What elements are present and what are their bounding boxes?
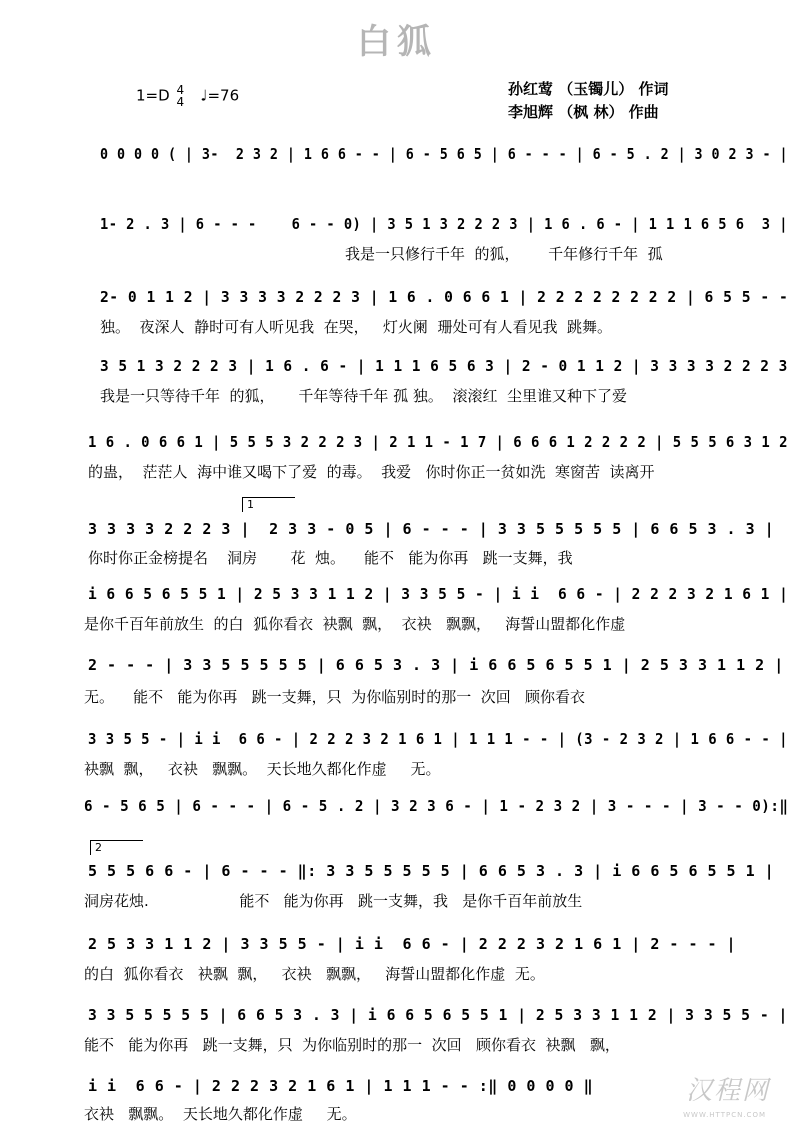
lyrics: 的蛊， 茫茫人 海中谁又喝下了爱 的毒。 我爱 你时你正一贫如洗 寒窗苦 读离开 bbox=[88, 463, 655, 481]
tempo-mark: ♩=76 bbox=[200, 86, 240, 105]
second-ending-label: 2 bbox=[95, 841, 102, 854]
lyrics: 是你千百年前放生 的白 狐你看衣 袂飘 飘， 衣袂 飘飘， 海誓山盟都化作虚 bbox=[84, 615, 626, 633]
key-signature bbox=[136, 84, 239, 108]
notation: 1- 2 . 3 | 6 - - - 6 - - 0) | 3 5 1 3 2 2 2 3 | 1 6 . 6 - | 1 1 1 6 5 6 3 | bbox=[100, 215, 788, 233]
notation: i i 6 6 - | 2 2 2 3 2 1 6 1 | 1 1 1 - - :‖ 0 0 0 0 ‖ bbox=[88, 1077, 594, 1095]
notation: 5 5 5 6 6 - | 6 - - - ‖: 3 3 5 5 5 5 5 | 6 6 5 3 . 3 | i 6 6 5 6 5 5 1 | bbox=[88, 862, 775, 880]
notation: 6 - 5 6 5 | 6 - - - | 6 - 5 . 2 | 3 2 3 6 - | 1 - 2 3 2 | 3 - - - | 3 - - 0):‖ bbox=[84, 797, 789, 815]
notation: 3 3 3 3 2 2 2 3 | 2 3 3 - 0 5 | 6 - - - | 3 3 5 5 5 5 5 | 6 6 5 3 . 3 | bbox=[88, 520, 775, 538]
lyrics: 无。 能不 能为你再 跳一支舞，只 为你临别时的那一 次回 顾你看衣 bbox=[84, 688, 586, 706]
time-signature bbox=[176, 84, 184, 108]
song-title: 白狐 bbox=[357, 22, 437, 62]
watermark-logo: 汉程网 bbox=[685, 1076, 770, 1106]
time-bottom: 4 bbox=[176, 95, 185, 109]
composer-credit: 李旭辉 （枫 林） 作曲 bbox=[508, 103, 659, 121]
time-top: 4 bbox=[176, 83, 185, 97]
lyrics: 洞房花烛. 能不 能为你再 跳一支舞，我 是你千百年前放生 bbox=[84, 892, 583, 910]
lyrics: 的白 狐你看衣 袂飘 飘， 衣袂 飘飘， 海誓山盟都化作虚 无。 bbox=[84, 965, 545, 983]
lyrics: 你时你正金榜提名 洞房 花 烛。 能不 能为你再 跳一支舞，我 bbox=[88, 549, 573, 567]
lyrics: 能不 能为你再 跳一支舞，只 为你临别时的那一 次回 顾你看衣 袂飘 飘， bbox=[84, 1036, 620, 1054]
first-ending-bracket bbox=[242, 497, 295, 512]
notation: 3 3 5 5 5 5 5 | 6 6 5 3 . 3 | i 6 6 5 6 5 5 1 | 2 5 3 3 1 1 2 | 3 3 5 5 - | bbox=[88, 1006, 788, 1024]
notation: 3 3 5 5 - | i i 6 6 - | 2 2 2 3 2 1 6 1 | 1 1 1 - - | (3 - 2 3 2 | 1 6 6 - - | bbox=[88, 730, 788, 748]
lyrics: 我是一只修行千年 的狐， 千年修行千年 孤 bbox=[345, 245, 663, 263]
notation: 3 5 1 3 2 2 2 3 | 1 6 . 6 - | 1 1 1 6 5 6 3 | 2 - 0 1 1 2 | 3 3 3 3 2 2 2 3 bbox=[100, 357, 788, 375]
lyrics: 独。 夜深人 静时可有人听见我 在哭， 灯火阑 珊处可有人看见我 跳舞。 bbox=[100, 318, 612, 336]
lyricist-credit: 孙红莺 （玉镯儿） 作词 bbox=[508, 80, 669, 98]
credits bbox=[508, 78, 668, 124]
first-ending-label: 1 bbox=[247, 498, 254, 511]
second-ending-bracket bbox=[90, 840, 143, 855]
notation: 1 6 . 0 6 6 1 | 5 5 5 3 2 2 2 3 | 2 1 1 - 1 7 | 6 6 6 1 2 2 2 2 | 5 5 5 6 3 1 2 bbox=[88, 433, 788, 451]
key-prefix: 1=D bbox=[136, 86, 170, 105]
notation: 2- 0 1 1 2 | 3 3 3 3 2 2 2 3 | 1 6 . 0 6 6 1 | 2 2 2 2 2 2 2 2 | 6 5 5 - - bbox=[100, 288, 789, 306]
lyrics: 衣袂 飘飘。 天长地久都化作虚 无。 bbox=[84, 1105, 357, 1123]
notation: 2 5 3 3 1 1 2 | 3 3 5 5 - | i i 6 6 - | 2 2 2 3 2 1 6 1 | 2 - - - | bbox=[88, 935, 737, 953]
watermark-url: WWW.HTTPCN.COM bbox=[683, 1111, 766, 1119]
notation: i 6 6 5 6 5 5 1 | 2 5 3 3 1 1 2 | 3 3 5 5 - | i i 6 6 - | 2 2 2 3 2 1 6 1 | bbox=[88, 585, 789, 603]
notation: 0 0 0 0 ( | 3- 2 3 2 | 1 6 6 - - | 6 - 5 6 5 | 6 - - - | 6 - 5 . 2 | 3 0 2 3 - | bbox=[100, 145, 788, 163]
lyrics: 我是一只等待千年 的狐， 千年等待千年 孤 独。 滚滚红 尘里谁又种下了爱 bbox=[100, 387, 627, 405]
lyrics: 袂飘 飘， 衣袂 飘飘。 天长地久都化作虚 无。 bbox=[84, 760, 441, 778]
notation: 2 - - - | 3 3 5 5 5 5 5 | 6 6 5 3 . 3 | i 6 6 5 6 5 5 1 | 2 5 3 3 1 1 2 | bbox=[88, 656, 784, 674]
